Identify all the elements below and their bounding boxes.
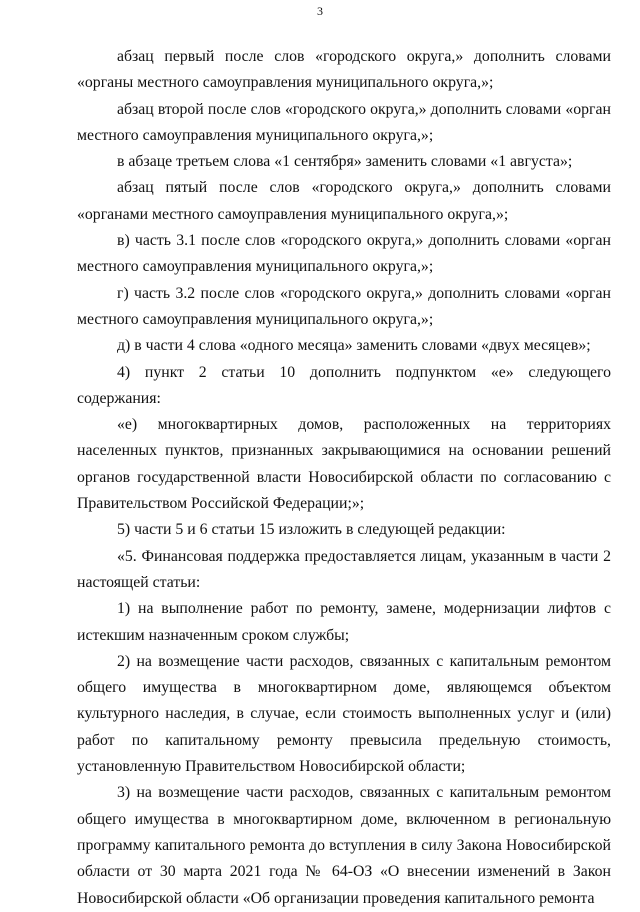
paragraph: 1) на выполнение работ по ремонту, замене, модернизации лифтов с истекшим назначенным сроком службы; — [77, 600, 611, 644]
paragraph: 2) на возмещение части расходов, связанных с капитальным ремонтом общего имущества в многоквартирном доме, являющемся объектом культурного наследия, в случае, если стоимость выполненных услуг и (или) работ по капитальному ремонту превысила предельную стоимость, установленную Правительством Новосибирской области; — [77, 652, 611, 776]
paragraph: в) часть 3.1 после слов «городского округа,» дополнить словами «орган местного самоуправления муниципального округа,»; — [77, 232, 611, 276]
document-body — [77, 44, 611, 912]
paragraph: «5. Финансовая поддержка предоставляется лицам, указанным в части 2 настоящей статьи: — [77, 547, 611, 591]
paragraph: г) часть 3.2 после слов «городского округа,» дополнить словами «орган местного самоуправления муниципального округа,»; — [77, 284, 611, 328]
paragraph: «е) многоквартирных домов, расположенных на территориях населенных пунктов, признанных закрывающимися на основании решений органов государственной власти Новосибирской области по согласованию с Правительством Российской Федерации;»; — [77, 416, 611, 513]
paragraph: абзац первый после слов «городского округа,» дополнить словами «органы местного самоуправления муниципального округа,»; — [77, 48, 611, 92]
paragraph: в абзаце третьем слова «1 сентября» заменить словами «1 августа»; — [117, 153, 573, 171]
page-number: 3 — [317, 4, 323, 18]
paragraph: абзац пятый после слов «городского округа,» дополнить словами «органами местного самоуправления муниципального округа,»; — [77, 179, 611, 223]
paragraph: д) в части 4 слова «одного месяца» заменить словами «двух месяцев»; — [117, 337, 591, 355]
paragraph: 4) пункт 2 статьи 10 дополнить подпунктом «е» следующего содержания: — [77, 363, 611, 407]
paragraph: абзац второй после слов «городского округа,» дополнить словами «орган местного самоуправления муниципального округа,»; — [77, 100, 611, 144]
paragraph: 5) части 5 и 6 статьи 15 изложить в следующей редакции: — [117, 521, 506, 539]
paragraph: 3) на возмещение части расходов, связанных с капитальным ремонтом общего имущества в многоквартирном доме, включенном в региональную программу капитального ремонта до вступления в силу Закона Новосибирской области от 30 марта 2021 года № 64-ОЗ «О внесении изменений в Закон Новосибирской области «Об организации проведения капитального ремонта — [77, 784, 611, 907]
